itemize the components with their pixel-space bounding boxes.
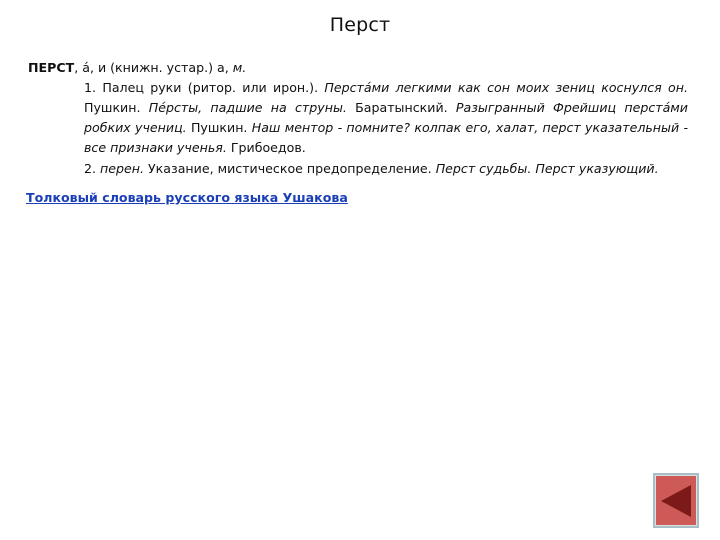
- example-text: Наш ментор - помните? колпак его, халат, перст указательный - все признаки ученья.: [84, 120, 688, 155]
- usage-label: перен.: [100, 161, 144, 176]
- page-title: Перст: [329, 14, 391, 36]
- sense-2: [84, 159, 688, 179]
- example-source: Грибоедов.: [226, 140, 306, 155]
- example-source: Баратынский.: [346, 100, 456, 115]
- example-source: Пушкин.: [84, 100, 149, 115]
- dictionary-entry: [28, 58, 688, 179]
- example-text: Разыгранный Фрейшиц перстáми робких учениц.: [84, 100, 688, 135]
- sense-1: [84, 78, 688, 158]
- example-text: Перст судьбы. Перст указующий.: [435, 161, 659, 176]
- grammar-info: , á, и (книжн. устар.) а,: [74, 60, 233, 75]
- sense-2-definition: Указание, мистическое предопределение.: [144, 161, 436, 176]
- entry-headline: [28, 58, 688, 78]
- example-text: Перстáми легкими как сон моих зениц коснулся он.: [324, 80, 688, 95]
- example-text: Пéрсты, падшие на струны.: [148, 100, 347, 115]
- gender-label: м.: [232, 60, 247, 75]
- source-link[interactable]: Толковый словарь русского языка Ушакова: [26, 190, 348, 205]
- triangle-left-icon: [658, 482, 694, 520]
- headword: ПЕРСТ: [28, 60, 75, 75]
- example-source: Пушкин.: [186, 120, 252, 135]
- previous-slide-button[interactable]: [653, 473, 699, 528]
- sense-1-definition: 1. Палец руки (ритор. или ирон.).: [84, 80, 325, 95]
- sense-2-number: 2.: [84, 161, 101, 176]
